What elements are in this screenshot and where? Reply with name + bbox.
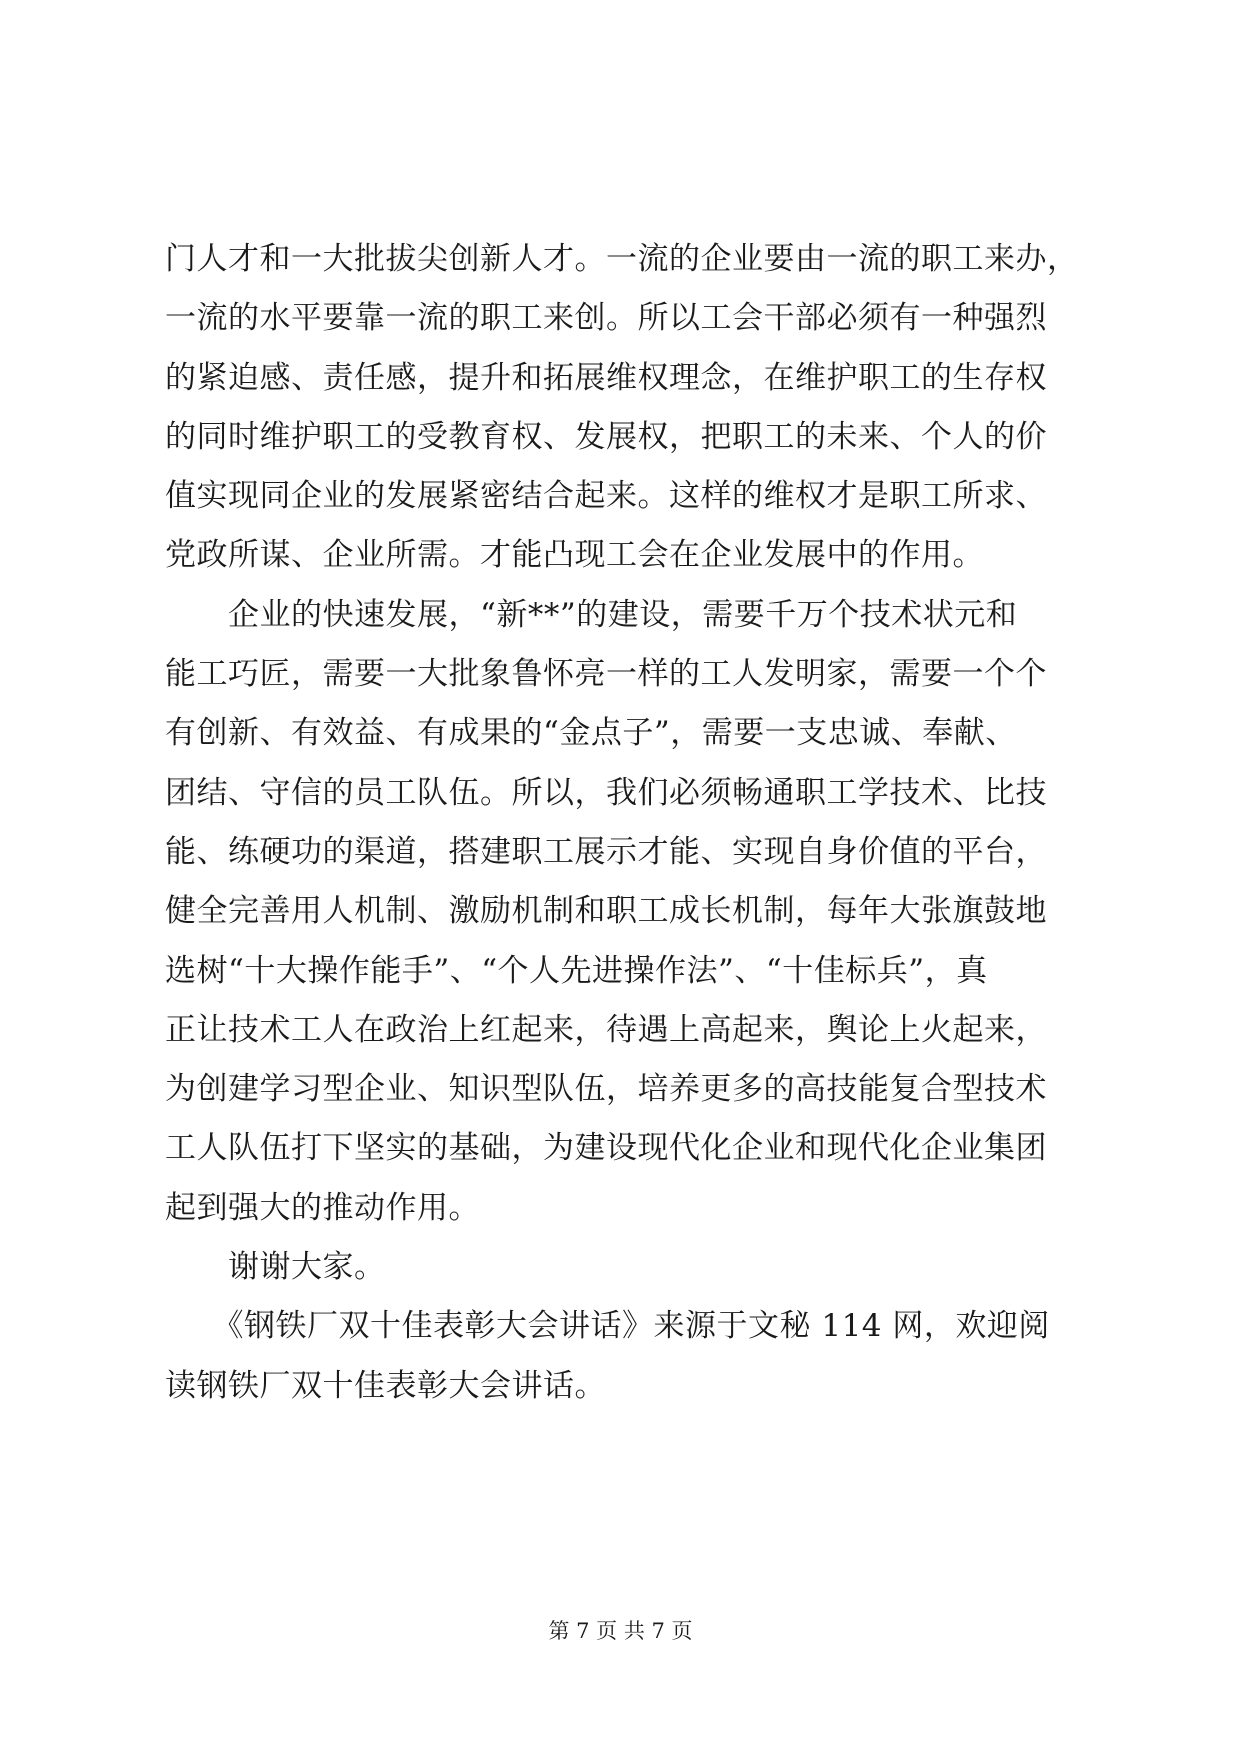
text-line: 谢谢大家。 (165, 1249, 386, 1286)
text-line: 党政所谋、企业所需。才能凸现工会在企业发展中的作用。 (165, 537, 984, 574)
text-line: 企业的快速发展，“新**”的建设，需要千万个技术状元和 (165, 596, 1018, 633)
text-line: 健全完善用人机制、激励机制和职工成长机制，每年大张旗鼓地 (165, 893, 1047, 930)
text-line: 选树“十大操作能手”、“个人先进操作法”、“十佳标兵”，真 (165, 952, 988, 989)
text-line: 一流的水平要靠一流的职工来创。所以工会干部必须有一种强烈 (165, 300, 1047, 337)
text-line: 工人队伍打下坚实的基础，为建设现代化企业和现代化企业集团 (165, 1130, 1047, 1167)
text-line: 为创建学习型企业、知识型队伍，培养更多的高技能复合型技术 (165, 1071, 1047, 1108)
text-line: 有创新、有效益、有成果的“金点子”，需要一支忠诚、奉献、 (165, 715, 1017, 752)
text-line: 的同时维护职工的受教育权、发展权，把职工的未来、个人的价 (165, 418, 1047, 455)
text-line: 门人才和一大批拔尖创新人才。一流的企业要由一流的职工来办， (165, 241, 1079, 277)
text-line: 《钢铁厂双十佳表彰大会讲话》来源于文秘 114 网，欢迎阅 (165, 1308, 1050, 1345)
text-line: 正让技术工人在政治上红起来，待遇上高起来，舆论上火起来， (165, 1011, 1047, 1048)
text-line: 能、练硬功的渠道，搭建职工展示才能、实现自身价值的平台， (165, 833, 1047, 870)
text-line: 值实现同企业的发展紧密结合起来。这样的维权才是职工所求、 (165, 478, 1047, 515)
text-line: 起到强大的推动作用。 (165, 1189, 480, 1226)
text-line: 读钢铁厂双十佳表彰大会讲话。 (165, 1367, 606, 1404)
text-line: 团结、守信的员工队伍。所以，我们必须畅通职工学技术、比技 (165, 774, 1047, 811)
text-line: 的紧迫感、责任感，提升和拓展维权理念，在维护职工的生存权 (165, 359, 1047, 396)
page-number-footer: 第 7 页 共 7 页 (548, 1619, 693, 1643)
text-line: 能工巧匠，需要一大批象鲁怀亮一样的工人发明家，需要一个个 (165, 656, 1047, 693)
document-body (165, 230, 1105, 1416)
